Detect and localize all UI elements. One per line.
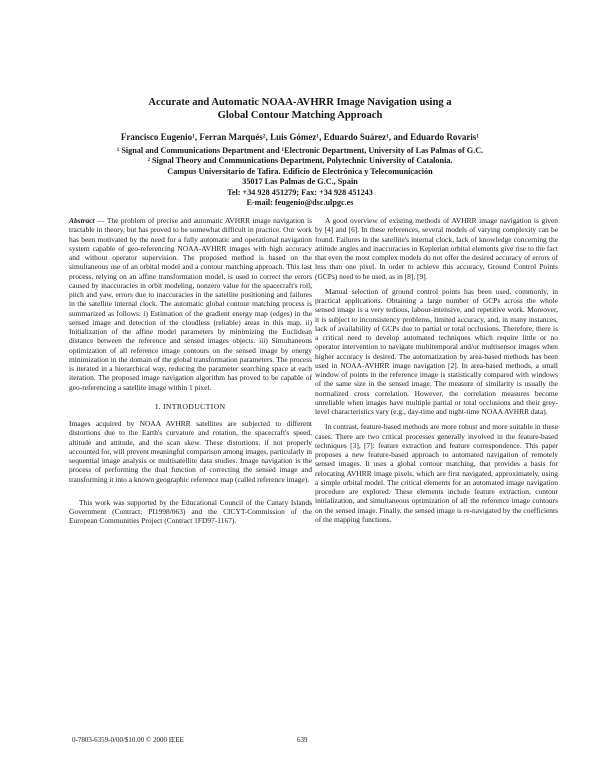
left-column <box>69 216 312 526</box>
affiliation-line: E-mail: feugenio@dsc.ulpgc.es <box>246 198 354 208</box>
paper-title <box>60 97 540 122</box>
abstract-text: — The problem of precise and automatic AVHRR image navigation is tractable in theory, but has proved to be somewhat difficult in practice. Our work has been motivated by the need for a fully automatic and operational navigation system capable of geo-referencing NOAA-AVHRR images with high accuracy and without operator supervision. The proposed method is based on the simultaneous use of an orbital model and a contour matching approach. This last process, relying on an affine transformation model, is used to correct the errors caused by inaccuracies in orbit modeling, nonzero value for the spacecraft's roll, pitch and yaw, errors due to inaccuracies in the satellite positioning and failures in the satellite internal clock. The automatic global contour matching process is summarized as follows: i) Estimation of the gradient energy map (edges) in the sensed image and detection of the cloudless (reliable) areas in this map. ii) Initialization of the affine model parameters by minimizing the Euclidean distance between the reference and sensed images objects. iii) Simultaneous optimization of all reference image contours on the sensed image by energy minimization in the domain of the global transformation parameters. The process is iterated in a hierarchical way, reducing the parameter searching space at each iteration. The proposed image navigation algorithm has proved to be capable of geo-referencing a satellite image within 1 pixel. <box>69 216 313 392</box>
affiliation-block <box>40 146 560 208</box>
title-line-2: Global Contour Matching Approach <box>217 109 383 121</box>
title-line-1: Accurate and Automatic NOAA-AVHRR Image Navigation using a <box>148 97 452 108</box>
section-heading-introduction: I. INTRODUCTION <box>155 401 226 411</box>
affiliation-line: Tel: +34 928 451279; Fax: +34 928 451243 <box>227 187 373 197</box>
affiliation-line: Campus Universitario de Tafira. Edificio de Electrónica y Telecomunicación <box>167 166 433 176</box>
right-column <box>315 216 558 524</box>
page-number: 639 <box>297 736 308 744</box>
introduction-paragraph: Images acquired by NOAA AVHRR satellites are subjected to different distortions due to the Earth's curvature and rotation, the spacecraft's speed, altitude and attitude, and the scan skew. These distortions, if not properly accounted for, will prevent meaningful comparison among images, particularly in sequential image analysis or multisatellite data studies. Image navigation is the process of performing the dual function of correcting the sensed image and transforming it into a known geographic reference map (called reference image). <box>69 419 312 484</box>
body-paragraph: Manual selection of ground control points has been used, commonly, in practical applications. Obtaining a large number of GCPs across the whole sensed image is a very tedious, labour-intensive, and repetitive work. Moreover, it is subject to inconsistency problems, limited accuracy, and, in many instances, lack of availability of GCPs due to partial or total occlusions. Therefore, there is a critical need to develop automated techniques which require little or no operator intervention to navigate multitemporal and/or multisensor images when higher accuracy is desired. The automatization by area-based methods has been used in NOAA-AVHRR image navigation [2]. In area-based methods, a small window of points in the reference image is statistically compared with windows of the same size in the sensed image. The measure of similarity is usually the normalized cross correlation. However, the correlation measures become unreliable when images have multiple partial or total occlusions and their grey-level characteristics vary (e.g., day-time and night-time NOAA AVHRR data). <box>315 286 558 416</box>
affiliation-line: ² Signal Theory and Communications Department, Polytechnic University of Catalonia. <box>147 156 453 166</box>
abstract-label: Abstract <box>69 216 95 225</box>
affiliation-line: 35017 Las Palmas de G.C., Spain <box>242 177 358 187</box>
copyright-notice: 0-7803-6359-0/00/$10.00 © 2000 IEEE <box>72 736 184 744</box>
body-paragraph: A good overview of existing methods of AVHRR image navigation is given by [4] and [6]. In these references, several models of varying complexity can be found. Failures in the satellite's internal clock, lack of knowledge concerning the attitude angles and inaccuracies in Keplerian orbital elements give rise to the fact that even the most complex models do not offer the desired accuracy of errors of less than one pixel. In order to achieve this accuracy, Ground Control Points (GCPs) need to be used, as in [8], [9]. <box>315 216 558 281</box>
affiliation-line: ¹ Signal and Communications Department and ¹Electronic Department, University of Las Palmas of G.C. <box>116 146 484 155</box>
body-paragraph: In contrast, feature-based methods are more robust and more suitable in these cases. There are two critical processes generally involved in the feature-based techniques [3], [7]: feature extraction and feature correspondence. This paper proposes a new feature-based approach to automated navigation of remotely sensed images. It uses a global contour matching, that provides a basis for relocating AVHRR image pixels, which are first navigated, approximately, using a simple orbital model. The critical elements for an automated image navigation procedure are explored. These elements include feature extraction, contour initialization, and simultaneous optimization of all the reference image contours on the sensed image. Finally, the sensed image is re-navigated by the coefficients of the mapping functions. <box>315 422 558 524</box>
abstract-paragraph <box>69 216 312 392</box>
funding-footnote: This work was supported by the Educational Council of the Canary Islands Government (Contract: PI1998/063) and the CICYT-Commission of the European Communities Project (Contract 1FD97-1167). <box>69 497 312 526</box>
author-list: Francisco Eugenio¹, Ferran Marqués², Luis Gómez¹, Eduardo Suárez¹, and Eduardo Rovaris¹ <box>120 132 480 142</box>
